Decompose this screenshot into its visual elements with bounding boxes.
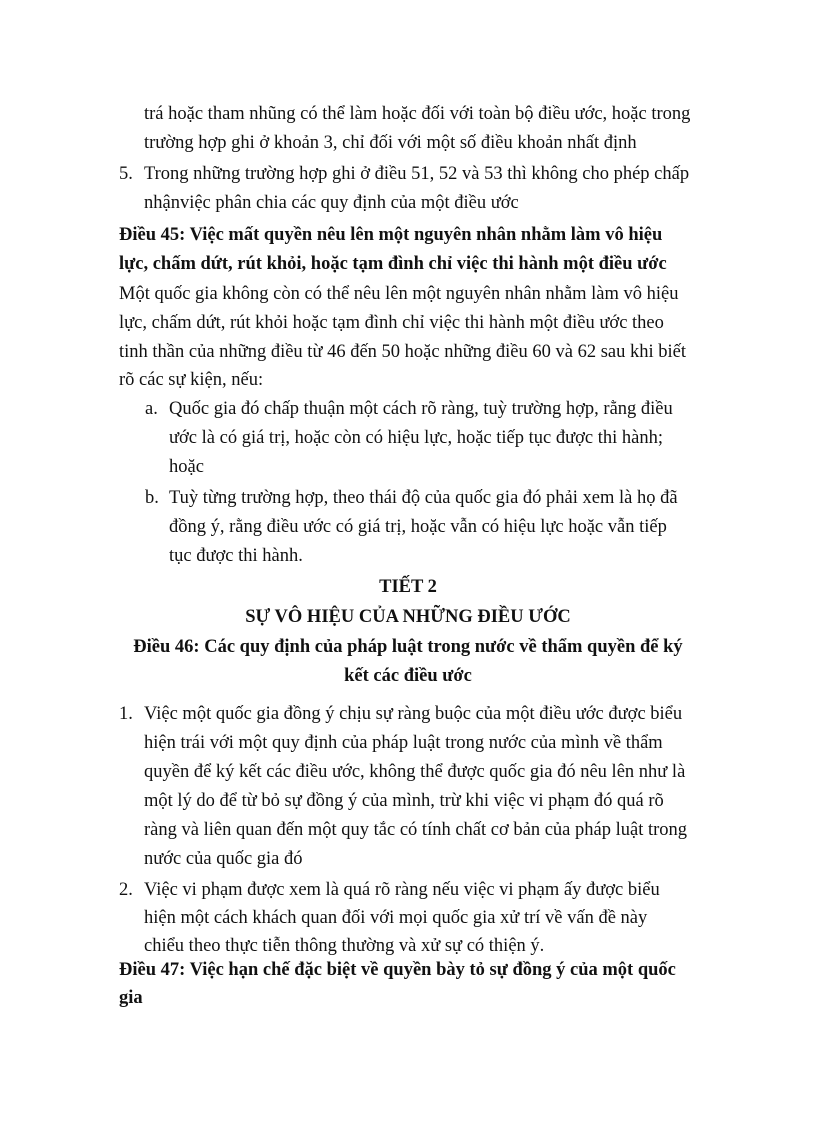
section-title: TIẾT 2 — [379, 577, 437, 597]
article-heading: gia — [119, 988, 143, 1008]
text-line: trường hợp ghi ở khoản 3, chỉ đối với một số điều khoản nhất định — [144, 133, 637, 153]
section-subtitle: SỰ VÔ HIỆU CỦA NHỮNG ĐIỀU ƯỚC — [245, 607, 571, 627]
text-line: Trong những trường hợp ghi ở điều 51, 52 và 53 thì không cho phép chấp — [144, 164, 690, 184]
text-line: tục được thi hành. — [169, 546, 303, 566]
text-line: nhậnviệc phân chia các quy định của một điều ước — [144, 193, 519, 213]
text-line: trá hoặc tham nhũng có thể làm hoặc đối với toàn bộ điều ước, hoặc trong — [144, 104, 691, 124]
text-line: hiện một cách khách quan đối với mọi quốc gia xử trí về vấn đề này — [144, 908, 648, 928]
body-line: Một quốc gia không còn có thể nêu lên một nguyên nhân nhằm làm vô hiệu — [119, 284, 679, 304]
article-heading: lực, chấm dứt, rút khỏi, hoặc tạm đình chỉ việc thi hành một điều ước — [119, 254, 667, 274]
text-line: Việc một quốc gia đồng ý chịu sự ràng buộc của một điều ước được biểu — [144, 704, 683, 724]
list-label: a. — [145, 399, 158, 419]
text-line: ước là có giá trị, hoặc còn có hiệu lực, hoặc tiếp tục được thi hành; — [169, 428, 663, 448]
list-label: b. — [145, 488, 159, 508]
text-line: hiện trái với một quy định của pháp luật trong nước của mình về thẩm — [144, 733, 663, 753]
article-heading: Điều 47: Việc hạn chế đặc biệt về quyền bày tỏ sự đồng ý của một quốc — [119, 960, 676, 980]
body-line: tinh thần của những điều từ 46 đến 50 hoặc những điều 60 và 62 sau khi biết — [119, 342, 686, 362]
article-heading: Điều 45: Việc mất quyền nêu lên một nguyên nhân nhằm làm vô hiệu — [119, 225, 663, 245]
text-line: Quốc gia đó chấp thuận một cách rõ ràng, tuỳ trường hợp, rằng điều — [169, 399, 673, 419]
text-line: chiểu theo thực tiễn thông thường và xử sự có thiện ý. — [144, 936, 545, 956]
text-line: Tuỳ từng trường hợp, theo thái độ của quốc gia đó phải xem là họ đã — [169, 488, 678, 508]
text-line: một lý do để từ bỏ sự đồng ý của mình, trừ khi việc vi phạm đó quá rõ — [144, 791, 664, 811]
text-line: đồng ý, rằng điều ước có giá trị, hoặc vẫn có hiệu lực hoặc vẫn tiếp — [169, 517, 667, 537]
body-line: rõ các sự kiện, nếu: — [119, 370, 264, 390]
text-line: quyền để ký kết các điều ước, không thể được quốc gia đó nêu lên như là — [144, 762, 686, 782]
list-number: 1. — [119, 704, 133, 724]
text-line: Việc vi phạm được xem là quá rõ ràng nếu việc vi phạm ấy được biểu — [144, 880, 660, 900]
text-line: hoặc — [169, 457, 204, 477]
list-number: 5. — [119, 164, 133, 184]
body-line: lực, chấm dứt, rút khỏi hoặc tạm đình chỉ việc thi hành một điều ước theo — [119, 313, 664, 333]
text-line: nước của quốc gia đó — [144, 849, 303, 869]
article-heading: Điều 46: Các quy định của pháp luật trong nước về thẩm quyền để ký — [133, 637, 683, 657]
article-heading: kết các điều ước — [344, 666, 472, 686]
list-number: 2. — [119, 880, 133, 900]
text-line: ràng và liên quan đến một quy tắc có tính chất cơ bản của pháp luật trong — [144, 820, 688, 840]
